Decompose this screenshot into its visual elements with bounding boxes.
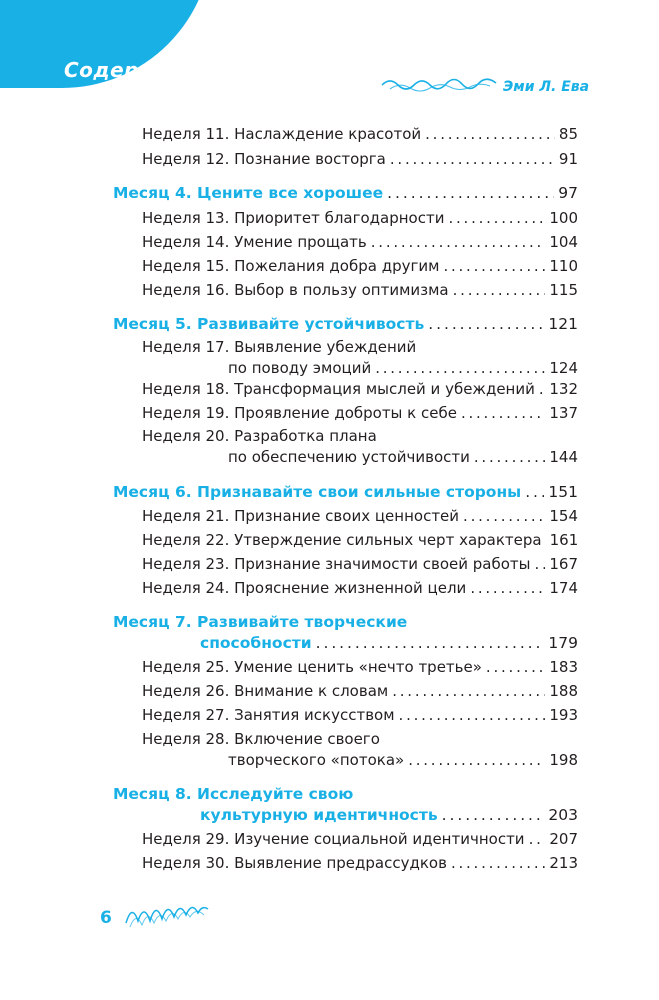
toc-week-entry [142,280,578,300]
toc-leader-dots [375,358,545,378]
toc-entry-title: творческого «потока» [228,751,405,769]
toc-leader-dots [428,314,544,334]
toc-page-number: 144 [549,448,578,466]
toc-month-entry [200,633,578,653]
toc-entry-title: Месяц 6. Признавайте свои сильные стороны [113,483,522,501]
toc-leader-dots [371,232,546,252]
toc-week-entry [228,358,578,378]
toc-leader-dots [451,853,545,873]
toc-entry-title: Неделя 29. Изучение социальной идентичности [142,830,525,848]
toc-page-number: 207 [549,830,578,848]
toc-month-entry [113,784,578,804]
toc-leader-dots [535,554,546,574]
toc-week-entry [142,403,578,423]
toc-page-number: 97 [558,184,578,202]
toc-entry-title: по поводу эмоций [228,359,372,377]
toc-page-number: 110 [549,257,578,275]
toc-entry-title: Неделя 12. Познание восторга [142,150,386,168]
toc-week-entry [142,829,578,849]
toc-entry-title: Неделя 21. Признание своих ценностей [142,507,460,525]
toc-page-number: 85 [558,125,578,143]
toc-leader-dots [390,149,555,169]
toc-week-entry [142,681,578,701]
toc-week-entry [142,554,578,574]
toc-entry-title: Неделя 16. Выбор в пользу оптимизма [142,281,449,299]
toc-leader-dots [539,379,546,399]
toc-entry-title: Неделя 23. Признание значимости своей работы [142,555,531,573]
toc-entry-title: Неделя 18. Трансформация мыслей и убеждений [142,380,535,398]
footer-squiggle-icon [122,893,212,933]
toc-page-number: 188 [549,682,578,700]
toc-week-entry [142,853,578,873]
toc-month-entry [113,183,578,203]
toc-week-entry [142,729,578,749]
toc-entry-title: Неделя 15. Пожелания добра другим [142,257,440,275]
toc-entry-title: Неделя 30. Выявление предрассудков [142,854,447,872]
toc-page-number: 179 [548,634,578,652]
toc-entry-title: Неделя 11. Наслаждение красотой [142,125,422,143]
toc-entry-title: Неделя 19. Проявление доброты к себе [142,404,457,422]
toc-entry-title: Неделя 24. Прояснение жизненной цели [142,579,467,597]
toc-week-entry [142,337,578,357]
toc-week-entry [142,256,578,276]
toc-month-entry [113,482,578,502]
toc-leader-dots [474,447,545,467]
toc-page-number: 161 [549,531,579,549]
toc-entry-title: Неделя 13. Приоритет благодарности [142,209,445,227]
toc-leader-dots [387,183,554,203]
toc-week-entry [142,506,578,526]
toc-entry-title: Месяц 7. Развивайте творческие [113,613,408,631]
toc-page-number: 132 [549,380,578,398]
toc-entry-title: культурную идентичность [200,806,438,824]
toc-page-number: 121 [548,315,578,333]
author-name: Эми Л. Ева [503,79,590,95]
page-number: 6 [100,908,112,928]
toc-page-number: 174 [549,579,578,597]
toc-week-entry [228,750,578,770]
toc-entry-title: Месяц 8. Исследуйте свою [113,785,354,803]
toc-week-entry [142,530,578,550]
toc-month-entry [113,612,578,632]
toc-leader-dots [443,256,545,276]
toc-entry-title: Неделя 22. Утверждение сильных черт характера [142,531,542,549]
toc-month-entry [113,314,578,334]
toc-entry-title: Неделя 20. Разработка плана [142,427,377,445]
toc-week-entry [228,447,578,467]
toc-page-number: 183 [549,658,578,676]
toc-leader-dots [529,829,546,849]
toc-leader-dots [486,657,545,677]
toc-entry-title: Неделя 25. Умение ценить «нечто третье» [142,658,482,676]
toc-leader-dots [525,482,544,502]
toc-page-number: 154 [549,507,578,525]
toc-week-entry [142,232,578,252]
toc-leader-dots [470,578,545,598]
toc-entry-title: Неделя 28. Включение своего [142,730,380,748]
section-title: Содержание [64,58,217,82]
toc-month-entry [200,805,578,825]
toc-entry-title: Месяц 4. Цените все хорошее [113,184,384,202]
toc-week-entry [142,426,578,446]
toc-leader-dots [316,633,545,653]
toc-page-number: 124 [549,359,578,377]
toc-page-number: 193 [549,706,578,724]
toc-leader-dots [408,750,545,770]
toc-week-entry [142,379,578,399]
toc-leader-dots [399,705,546,725]
toc-leader-dots [425,124,555,144]
toc-page-number: 203 [548,806,578,824]
toc-leader-dots [461,403,545,423]
toc-week-entry [142,705,578,725]
toc-week-entry [142,124,578,144]
toc-leader-dots [448,208,545,228]
toc-page-number: 100 [549,209,578,227]
toc-page-number: 91 [558,150,578,168]
toc-entry-title: Месяц 5. Развивайте устойчивость [113,315,425,333]
toc-leader-dots [392,681,545,701]
toc-page-number: 213 [549,854,578,872]
toc-week-entry [142,208,578,228]
toc-page-number: 167 [549,555,578,573]
toc-page-number: 104 [549,233,578,251]
toc-entry-title: Неделя 14. Умение прощать [142,233,367,251]
toc-week-entry [142,657,578,677]
toc-page-number: 151 [548,483,578,501]
toc-page-number: 115 [549,281,578,299]
toc-page-number: 198 [549,751,578,769]
toc-week-entry [142,578,578,598]
toc-leader-dots [453,280,546,300]
toc-leader-dots [442,805,545,825]
toc-entry-title: по обеспечению устойчивости [228,448,470,466]
toc-entry-title: Неделя 17. Выявление убеждений [142,338,417,356]
toc-leader-dots [463,506,545,526]
toc-entry-title: способности [200,634,312,652]
toc-entry-title: Неделя 26. Внимание к словам [142,682,389,700]
toc-entry-title: Неделя 27. Занятия искусством [142,706,395,724]
toc-page-number: 137 [549,404,578,422]
toc-week-entry [142,149,578,169]
